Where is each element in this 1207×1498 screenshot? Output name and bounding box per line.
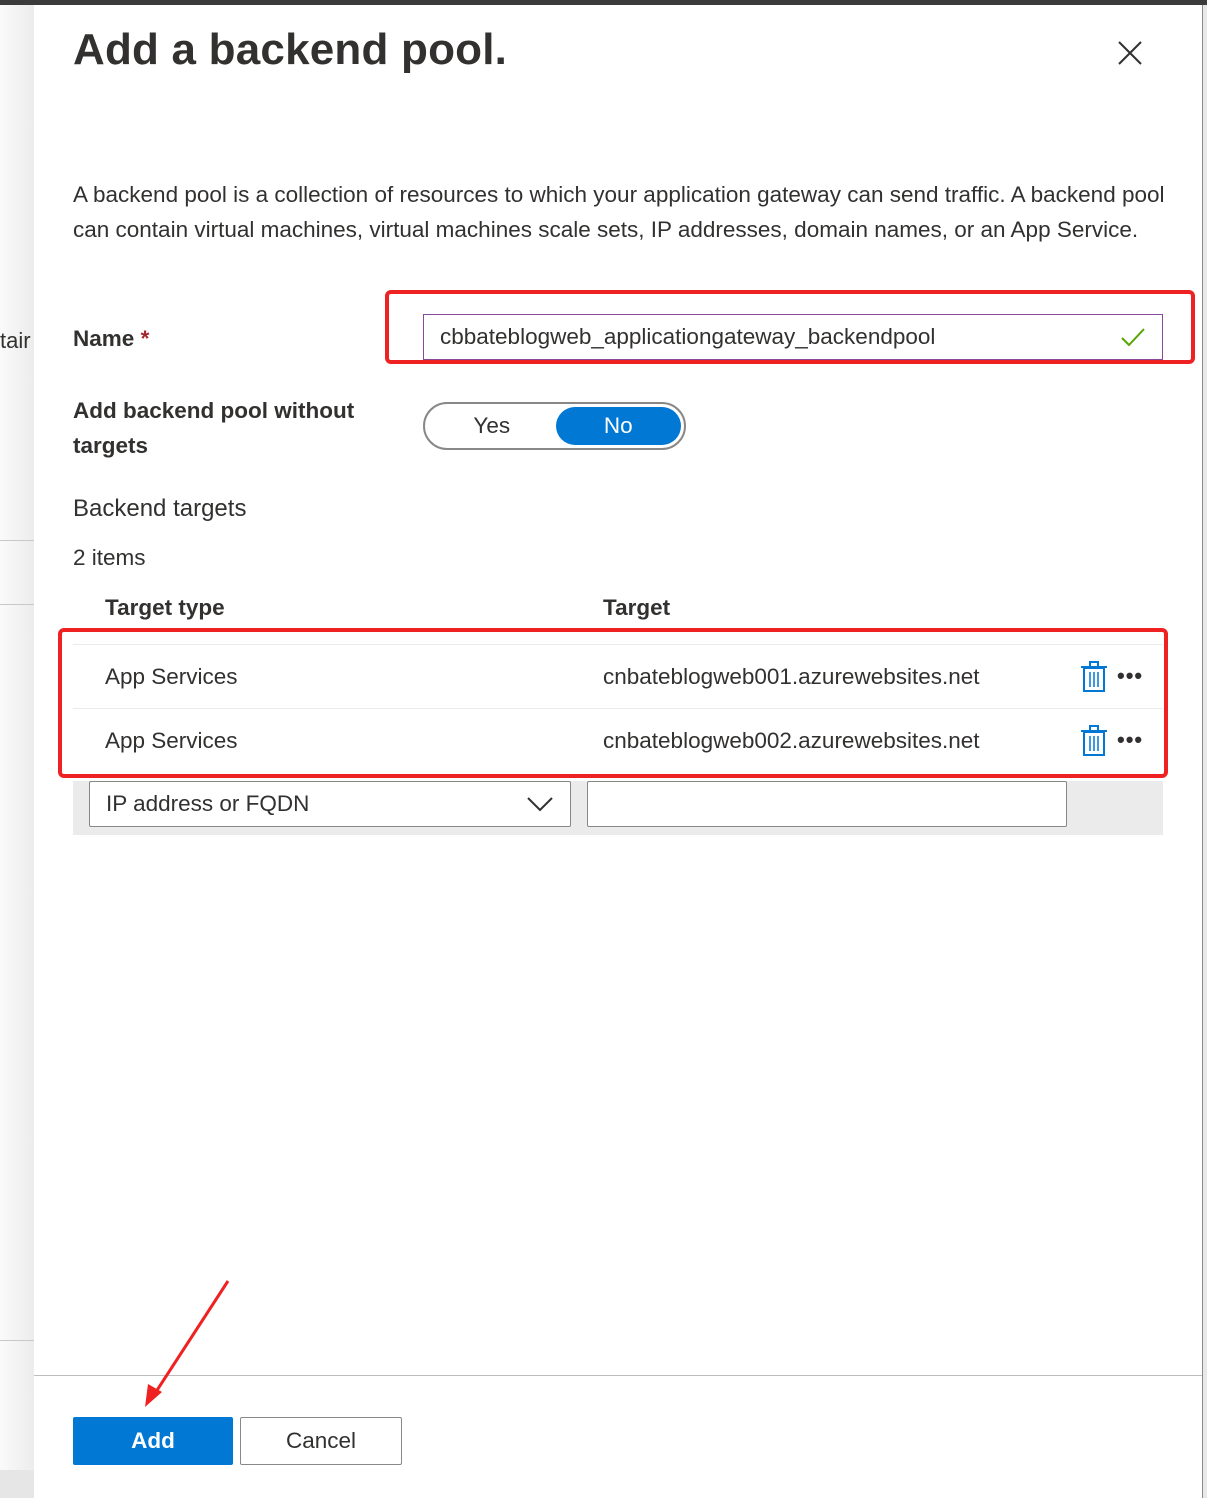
background-clipped-text: tair bbox=[0, 328, 31, 353]
cell-target-type: App Services bbox=[105, 727, 238, 753]
items-count: 2 items bbox=[73, 545, 146, 570]
more-options-button[interactable]: ••• bbox=[1117, 663, 1144, 688]
cell-target: cnbateblogweb002.azurewebsites.net bbox=[603, 727, 980, 753]
add-backend-pool-panel bbox=[34, 5, 1202, 1498]
toggle-option-yes[interactable]: Yes bbox=[473, 413, 511, 438]
name-input-value: cbbateblogweb_applicationgateway_backendpool bbox=[440, 324, 936, 349]
delete-icon[interactable] bbox=[1081, 661, 1107, 693]
panel-description: A backend pool is a collection of resources to which your application gateway can send traffic. A backend pool can contain virtual machines, virtual machines scale sets, IP addresses, domain names, or an App Service. bbox=[73, 182, 1165, 242]
target-type-selected: IP address or FQDN bbox=[106, 791, 310, 816]
background-page bbox=[0, 5, 34, 1498]
more-options-button[interactable]: ••• bbox=[1117, 727, 1144, 752]
table-row bbox=[73, 708, 1163, 772]
name-label bbox=[73, 321, 149, 356]
name-label-text: Name bbox=[73, 326, 135, 351]
name-input[interactable] bbox=[423, 314, 1163, 360]
background-divider bbox=[0, 1340, 34, 1341]
required-marker: * bbox=[140, 326, 150, 351]
checkmark-icon bbox=[1120, 326, 1146, 348]
background-page-right bbox=[1202, 5, 1207, 1498]
table-row bbox=[73, 644, 1163, 708]
column-header-target-type: Target type bbox=[105, 595, 225, 620]
close-button[interactable] bbox=[1114, 37, 1146, 69]
close-icon bbox=[1114, 37, 1146, 69]
background-divider bbox=[0, 540, 34, 541]
panel-title: Add a backend pool. bbox=[73, 25, 508, 74]
backend-targets-title: Backend targets bbox=[73, 495, 247, 522]
target-input[interactable] bbox=[587, 781, 1067, 827]
cell-target: cnbateblogweb001.azurewebsites.net bbox=[603, 663, 980, 689]
column-header-target: Target bbox=[603, 595, 671, 620]
chevron-down-icon bbox=[526, 796, 554, 812]
toggle-option-no[interactable]: No bbox=[556, 407, 682, 445]
new-target-row bbox=[73, 781, 1163, 835]
footer-divider bbox=[34, 1375, 1202, 1376]
cell-target-type: App Services bbox=[105, 663, 238, 689]
delete-icon[interactable] bbox=[1081, 725, 1107, 757]
target-type-dropdown[interactable] bbox=[89, 781, 571, 827]
background-footer bbox=[0, 1470, 34, 1498]
background-divider bbox=[0, 604, 34, 605]
without-targets-label: Add backend pool without targets bbox=[73, 398, 355, 458]
without-targets-toggle[interactable] bbox=[423, 402, 686, 450]
cancel-button[interactable]: Cancel bbox=[240, 1417, 402, 1465]
add-button[interactable]: Add bbox=[73, 1417, 233, 1465]
